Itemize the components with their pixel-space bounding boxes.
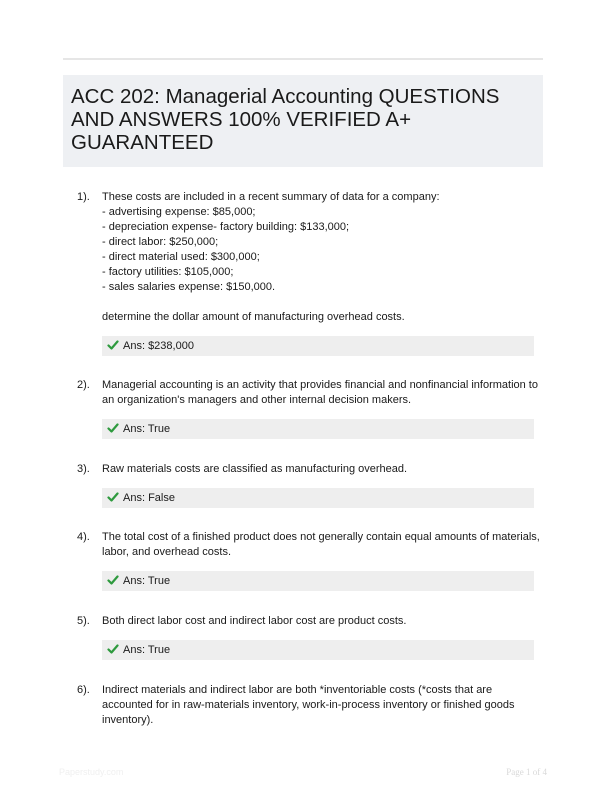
question-text [102,190,542,325]
question-line: inventory). [102,714,154,726]
check-icon [107,339,119,351]
question-number: 1). [77,191,90,203]
check-icon [107,491,119,503]
question-number: 4). [77,531,90,543]
question-line: - factory utilities: $105,000; [102,266,234,278]
answer-box [102,419,534,439]
blank-line [102,295,542,310]
question-text [102,378,542,408]
question-line: determine the dollar amount of manufacturing overhead costs. [102,311,405,323]
question-line: labor, and overhead costs. [102,546,232,558]
question-line: Both direct labor cost and indirect labor cost are product costs. [102,615,407,627]
question-number: 3). [77,463,90,475]
question-number: 6). [77,684,90,696]
question-line: Indirect materials and indirect labor are both *inventoriable costs (*costs that are [102,684,493,696]
question-line: accounted for in raw-materials inventory, work-in-process inventory or finished goods [102,699,515,711]
top-divider [63,58,543,60]
answer-text: Ans: $238,000 [123,340,194,352]
title-line: ACC 202: Managerial Accounting QUESTIONS [71,85,500,108]
question-line: an organization's managers and other internal decision makers. [102,394,412,406]
question-line: - sales salaries expense: $150,000. [102,281,276,293]
question-text [102,683,542,728]
answer-text: Ans: True [123,423,171,435]
answer-text: Ans: True [123,644,171,656]
answer-box [102,571,534,591]
question-line: Managerial accounting is an activity that provides financial and nonfinancial information to [102,379,538,391]
answer-box [102,640,534,660]
answer-box [102,488,534,508]
check-icon [107,643,119,655]
title-line: GUARANTEED [71,131,214,154]
check-icon [107,574,119,586]
document-title [71,85,535,154]
question-line: - advertising expense: $85,000; [102,206,256,218]
question-line: - direct labor: $250,000; [102,236,219,248]
answer-box [102,336,534,356]
question-number: 5). [77,615,90,627]
footer-watermark: Paperstudy.com [59,767,124,777]
title-line: AND ANSWERS 100% VERIFIED A+ [71,108,412,131]
check-icon [107,422,119,434]
question-number: 2). [77,379,90,391]
question-line: Raw materials costs are classified as manufacturing overhead. [102,463,408,475]
question-text [102,462,542,477]
question-text [102,530,542,560]
answer-text: Ans: True [123,575,171,587]
question-line: These costs are included in a recent summary of data for a company: [102,191,440,203]
question-line: The total cost of a finished product does not generally contain equal amounts of materials, [102,531,540,543]
page-number: Page 1 of 4 [506,767,547,777]
question-line: - direct material used: $300,000; [102,251,260,263]
question-line: - depreciation expense- factory building: $133,000; [102,221,350,233]
question-text [102,614,542,629]
answer-text: Ans: False [123,492,175,504]
title-banner [63,75,543,167]
